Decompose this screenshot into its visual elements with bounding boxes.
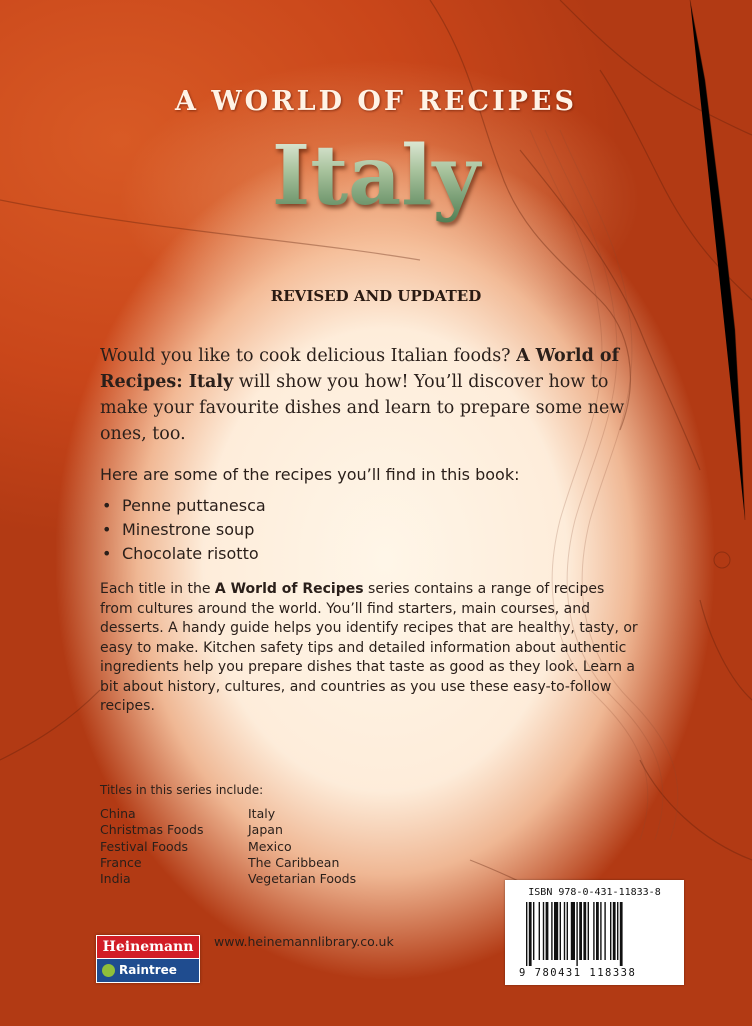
isbn-number: ISBN 978-0-431-11833-8	[528, 887, 661, 898]
publisher-website: www.heinemannlibrary.co.uk	[214, 934, 394, 949]
leaf-icon	[102, 964, 115, 977]
recipe-list-lead: Here are some of the recipes you’ll find in this book:	[100, 465, 520, 484]
series-title-item: India	[100, 871, 131, 887]
series-title: A WORLD OF RECIPES	[174, 86, 578, 117]
recipe-list	[100, 494, 266, 566]
series-title-item: Festival Foods	[100, 838, 189, 854]
description-text-1: Each title in the	[100, 581, 215, 597]
publisher-logo	[96, 935, 200, 983]
recipe-item: • Penne puttanesca	[100, 494, 266, 518]
series-titles-lead: Titles in this series include:	[100, 783, 264, 797]
recipe-item: • Minestrone soup	[100, 518, 266, 542]
series-title-item: Christmas Foods	[100, 822, 204, 838]
series-title-item: Vegetarian Foods	[248, 871, 357, 887]
barcode-icon	[526, 902, 666, 966]
series-title-item: France	[100, 854, 142, 870]
series-title-item: Italy	[248, 806, 276, 821]
publisher-name-bottom: Raintree	[119, 963, 177, 977]
series-titles-column-a	[100, 806, 204, 887]
intro-bold-title: A World of Recipes: Italy	[100, 346, 620, 392]
description-text-2: series contains a range of recipes from cultures around the world. You’ll find starters, main courses, and desserts. A handy guide helps you identify recipes that are healthy, tasty, or easy to make. Kitchen safety tips and detailed information about authentic ingredients help you prepare dishes that taste as good as they look. Learn a bit about history, cultures, and countries as you use these easy-to-follow recipes.	[100, 581, 638, 714]
barcode-panel	[505, 880, 684, 985]
intro-text-1: Would you like to cook delicious Italian foods?	[100, 346, 517, 366]
edition-note: REVISED AND UPDATED	[270, 287, 482, 305]
series-title-item: China	[100, 806, 136, 821]
series-title-item: Japan	[248, 822, 283, 838]
series-titles-column-b	[248, 806, 356, 887]
series-description	[100, 580, 640, 717]
series-title-item: Mexico	[248, 838, 292, 854]
publisher-name-top: Heinemann	[97, 936, 199, 958]
publisher-name-bottom-row	[97, 959, 199, 982]
description-bold-series: A World of Recipes	[214, 581, 364, 597]
book-title: Italy	[0, 128, 752, 224]
intro-text-2: will show you how! You’ll discover how to make your favourite dishes and learn to prepare some new ones, too.	[100, 372, 625, 444]
recipe-item: • Chocolate risotto	[100, 542, 266, 566]
series-title-item: The Caribbean	[248, 854, 340, 870]
barcode-digits: 9 780431 118338	[519, 967, 637, 979]
intro-paragraph	[100, 343, 660, 447]
